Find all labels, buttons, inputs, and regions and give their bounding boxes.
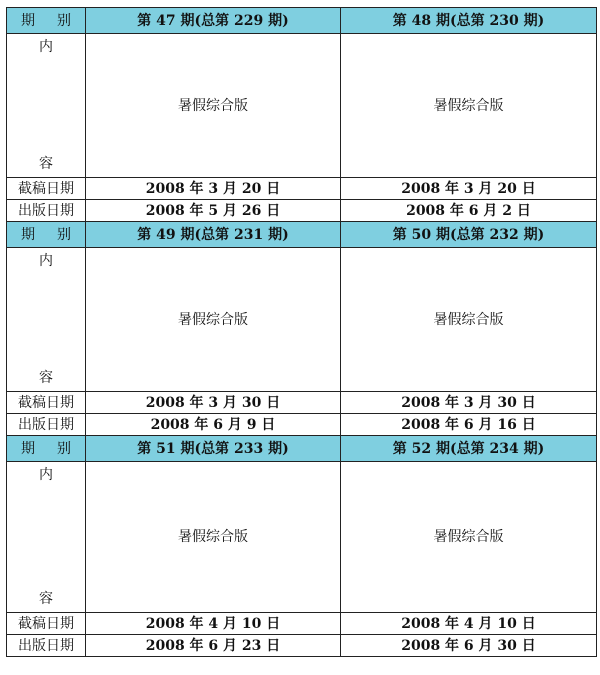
issue-number: 第 51 期(总第 233 期) [86, 436, 341, 462]
content-label: 内 容 [7, 34, 86, 178]
publish-row [7, 635, 597, 657]
content-label: 内 容 [7, 248, 86, 392]
deadline-label: 截稿日期 [7, 392, 86, 414]
deadline-label: 截稿日期 [7, 613, 86, 635]
content-label: 内 容 [7, 462, 86, 613]
publish-date: 2008 年 6 月 9 日 [86, 414, 341, 436]
period-header-row [7, 8, 597, 34]
content-value: 暑假综合版 [341, 462, 597, 613]
publish-row [7, 200, 597, 222]
content-value: 暑假综合版 [341, 248, 597, 392]
deadline-date: 2008 年 4 月 10 日 [86, 613, 341, 635]
deadline-date: 2008 年 3 月 30 日 [86, 392, 341, 414]
publish-label: 出版日期 [7, 200, 86, 222]
content-row [7, 248, 597, 392]
content-value: 暑假综合版 [86, 248, 341, 392]
deadline-date: 2008 年 3 月 30 日 [341, 392, 597, 414]
period-header-row [7, 222, 597, 248]
content-value: 暑假综合版 [86, 34, 341, 178]
issue-number: 第 47 期(总第 229 期) [86, 8, 341, 34]
period-label: 期 别 [7, 8, 86, 34]
period-header-row [7, 436, 597, 462]
deadline-row [7, 178, 597, 200]
deadline-date: 2008 年 3 月 20 日 [86, 178, 341, 200]
publish-date: 2008 年 6 月 2 日 [341, 200, 597, 222]
content-value: 暑假综合版 [86, 462, 341, 613]
content-row [7, 34, 597, 178]
publish-date: 2008 年 6 月 23 日 [86, 635, 341, 657]
issue-number: 第 52 期(总第 234 期) [341, 436, 597, 462]
publish-label: 出版日期 [7, 414, 86, 436]
content-value: 暑假综合版 [341, 34, 597, 178]
publish-date: 2008 年 6 月 16 日 [341, 414, 597, 436]
deadline-date: 2008 年 4 月 10 日 [341, 613, 597, 635]
deadline-label: 截稿日期 [7, 178, 86, 200]
publish-row [7, 414, 597, 436]
period-label: 期 别 [7, 222, 86, 248]
deadline-row [7, 392, 597, 414]
deadline-row [7, 613, 597, 635]
publish-label: 出版日期 [7, 635, 86, 657]
issue-number: 第 48 期(总第 230 期) [341, 8, 597, 34]
deadline-date: 2008 年 3 月 20 日 [341, 178, 597, 200]
issue-number: 第 49 期(总第 231 期) [86, 222, 341, 248]
content-row [7, 462, 597, 613]
publish-date: 2008 年 6 月 30 日 [341, 635, 597, 657]
issue-number: 第 50 期(总第 232 期) [341, 222, 597, 248]
publish-date: 2008 年 5 月 26 日 [86, 200, 341, 222]
issue-schedule-table [6, 7, 597, 657]
period-label: 期 别 [7, 436, 86, 462]
